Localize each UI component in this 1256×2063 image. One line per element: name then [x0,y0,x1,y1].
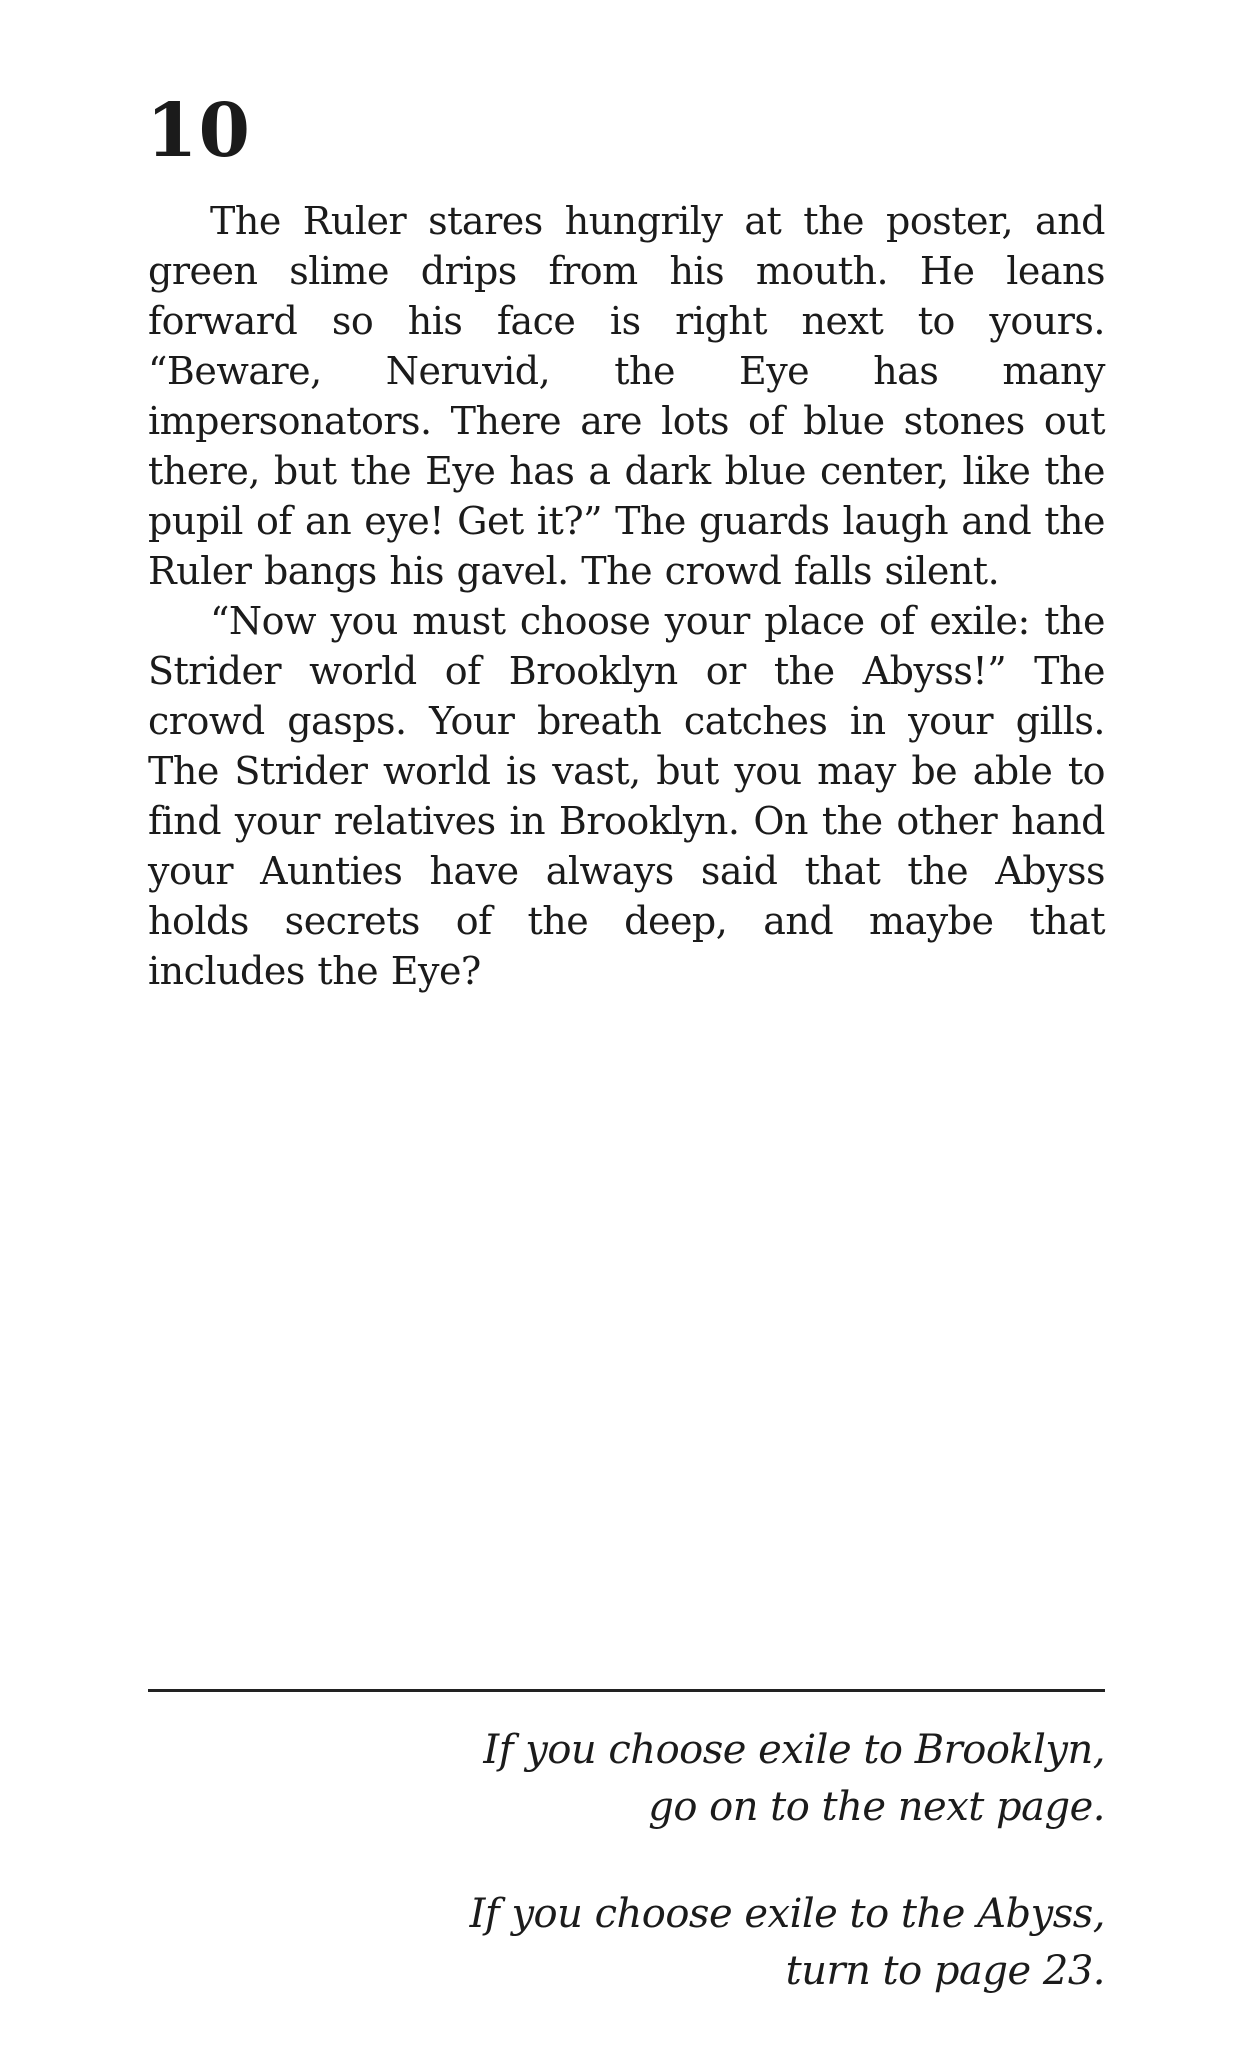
paragraph-ruler-stares: The Ruler stares hungrily at the poster, and green slime drips from his mouth. He leans forward so his face is right next to yours. “Beware, Neruvid, the Eye has many impersonators. There are lots of blue stones out there, but the Eye has a dark blue center, like the pupil of an eye! Get it?” The guards laugh and the Ruler bangs his gavel. The crowd falls silent. [148,199,1105,593]
choice-directions [148,1722,1105,2050]
paragraph-choose-exile: “Now you must choose your place of exile: the Strider world of Brooklyn or the Abyss!” The crowd gasps. Your breath catches in your gills. The Strider world is vast, but you may be able to find your relatives in Brooklyn. On the other hand your Aunties have always said that the Abyss holds secrets of the deep, and maybe that includes the Eye? [148,599,1105,993]
page-number: 10 [146,88,251,174]
choice-abyss [148,1886,1105,2000]
choice-brooklyn-action-line: go on to the next page. [648,1784,1105,1830]
divider-rule [148,1689,1105,1692]
choice-abyss-condition-line: If you choose exile to the Abyss, [469,1891,1105,1937]
body-text [148,196,1105,996]
choice-brooklyn [148,1722,1105,1836]
choice-brooklyn-condition-line: If you choose exile to Brooklyn, [483,1727,1105,1773]
choice-abyss-action-line: turn to page 23. [785,1948,1105,1994]
